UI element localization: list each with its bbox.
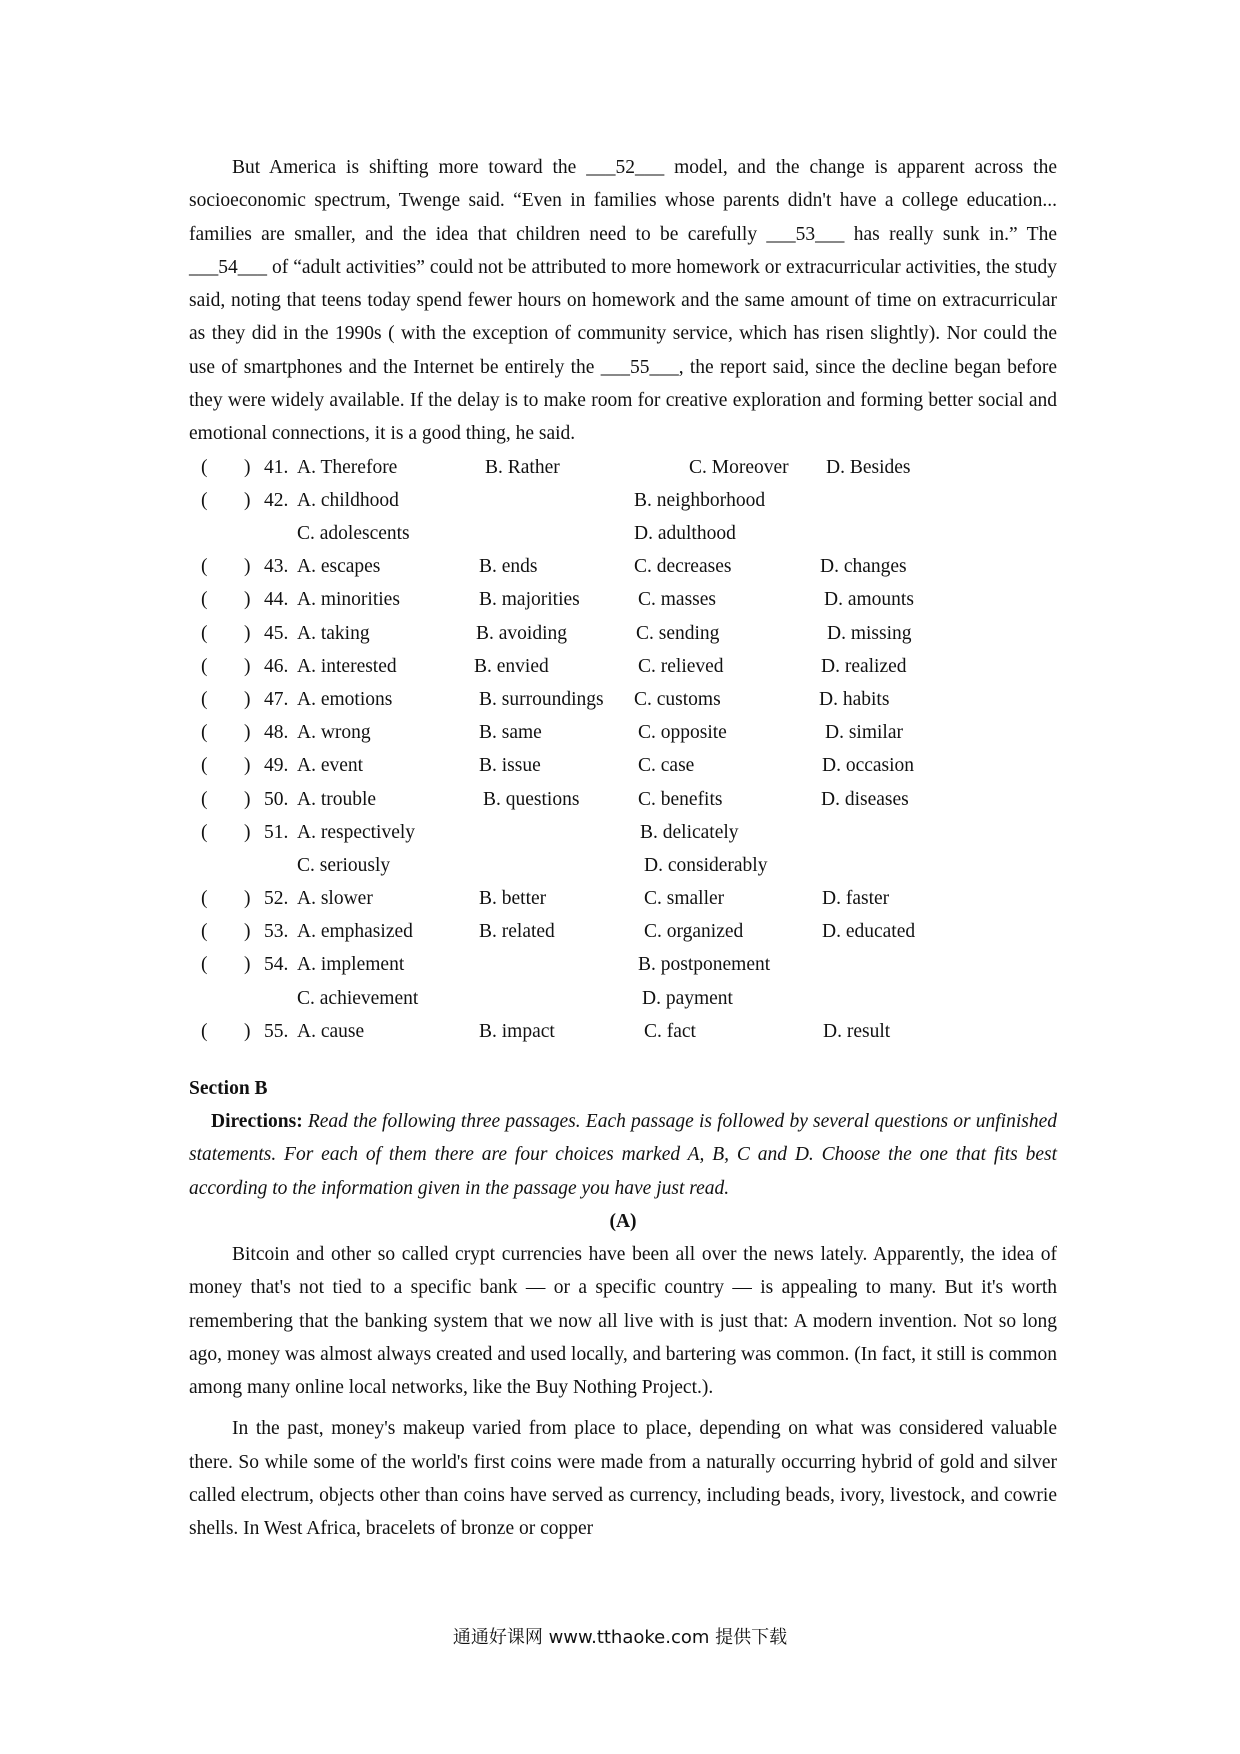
option-a: A. taking xyxy=(297,622,370,644)
answer-paren-close: ) xyxy=(244,489,251,511)
answer-paren-close: ) xyxy=(244,788,251,810)
option-a: A. slower xyxy=(297,888,373,910)
passage-paragraph: In the past, money's makeup varied from place to place, depending on what was considered valuable there. So while some of the world's first coins were made from a naturally occurring hybrid of gold and silver called electrum, objects other than coins have served as currency, including beads, ivory, livestock, and cowrie shells. In West Africa, bracelets of bronze or copper xyxy=(189,1418,1057,1540)
option-a: A. emotions xyxy=(297,688,393,710)
answer-paren-open: ( xyxy=(201,788,208,810)
answer-paren-close: ) xyxy=(244,921,251,943)
option-b: B. better xyxy=(479,888,547,910)
cloze-passage-paragraph: But America is shifting more toward the ___52___ model, and the change is apparent across the socioeconomic spectrum, Twenge said. “Even in families whose parents didn't have a college education... families are smaller, and the idea that children need to be carefully ___53___ has really sunk in.” The ___54___ of “adult activities” could not be attributed to more homework or extracurricular activities, the study said, noting that teens today spend fewer hours on homework and the same amount of time on extracurricular as they did in the 1990s ( with the exception of community service, which has risen slightly). Nor could the use of smartphones and the Internet be entirely the ___55___, the report said, since the decline began before they were widely available. If the delay is to make room for creative exploration and forming better social and emotional connections, it is a good thing, he said. xyxy=(189,157,1057,445)
option-b: B. envied xyxy=(474,655,549,677)
option-c: C. seriously xyxy=(297,854,391,876)
question-row xyxy=(189,915,1057,948)
option-a: A. wrong xyxy=(297,722,371,744)
option-b: B. avoiding xyxy=(476,622,567,644)
option-d: D. educated xyxy=(822,921,916,943)
question-number: 47. xyxy=(264,688,289,710)
option-a: A. escapes xyxy=(297,556,381,578)
option-b: B. majorities xyxy=(479,589,580,611)
answer-paren-open: ( xyxy=(201,921,208,943)
question-number: 51. xyxy=(264,821,289,843)
question-number: 55. xyxy=(264,1020,289,1042)
option-b: B. related xyxy=(479,921,555,943)
question-row xyxy=(189,816,1057,849)
passage-label: (A) xyxy=(609,1210,637,1232)
option-a: A. Therefore xyxy=(297,456,398,478)
option-d: D. occasion xyxy=(822,755,915,777)
question-row xyxy=(189,451,1057,484)
option-d: D. amounts xyxy=(824,589,914,611)
question-number: 45. xyxy=(264,622,289,644)
option-b: B. delicately xyxy=(640,821,739,843)
answer-paren-close: ) xyxy=(244,1020,251,1042)
question-row xyxy=(189,749,1057,782)
directions-text: Read the following three passages. Each passage is followed by several questions or unfinished statements. For each of them there are four choices marked A, B, C and D. Choose the one that fits best according to the information given in the passage you have just read. xyxy=(189,1111,1058,1199)
section-directions xyxy=(189,1105,1057,1205)
answer-paren-open: ( xyxy=(201,954,208,976)
option-c: C. benefits xyxy=(638,788,723,810)
question-row xyxy=(189,583,1057,616)
answer-paren-open: ( xyxy=(201,622,208,644)
question-number: 44. xyxy=(264,589,289,611)
directions-label: Directions: xyxy=(211,1111,303,1133)
answer-paren-close: ) xyxy=(244,589,251,611)
option-a: A. interested xyxy=(297,655,397,677)
answer-paren-open: ( xyxy=(201,821,208,843)
option-d: D. result xyxy=(823,1020,891,1042)
answer-paren-open: ( xyxy=(201,755,208,777)
answer-paren-close: ) xyxy=(244,622,251,644)
question-number: 49. xyxy=(264,755,289,777)
option-c: C. adolescents xyxy=(297,523,410,545)
question-row xyxy=(189,948,1057,981)
answer-paren-close: ) xyxy=(244,755,251,777)
question-number: 43. xyxy=(264,556,289,578)
option-c: C. smaller xyxy=(644,888,725,910)
option-d: D. diseases xyxy=(821,788,909,810)
question-number: 42. xyxy=(264,489,289,511)
answer-paren-open: ( xyxy=(201,1020,208,1042)
option-b: B. surroundings xyxy=(479,688,604,710)
question-row xyxy=(189,783,1057,816)
answer-paren-open: ( xyxy=(201,688,208,710)
page-footer: 通通好课网 www.tthaoke.com 提供下载 xyxy=(452,1627,788,1648)
option-b: B. impact xyxy=(479,1020,555,1042)
question-number: 41. xyxy=(264,456,289,478)
option-b: B. neighborhood xyxy=(634,489,766,511)
option-b: B. ends xyxy=(479,556,538,578)
option-d: D. Besides xyxy=(826,456,911,478)
option-b: B. issue xyxy=(479,755,541,777)
option-c: C. sending xyxy=(636,622,720,644)
option-c: C. organized xyxy=(644,921,744,943)
question-row xyxy=(189,1015,1057,1048)
option-d: D. realized xyxy=(821,655,907,677)
option-a: A. childhood xyxy=(297,489,399,511)
question-row xyxy=(189,550,1057,583)
answer-paren-close: ) xyxy=(244,456,251,478)
option-d: D. changes xyxy=(820,556,907,578)
answer-paren-open: ( xyxy=(201,489,208,511)
option-b: B. questions xyxy=(483,788,580,810)
question-row xyxy=(189,484,1057,517)
answer-paren-close: ) xyxy=(244,655,251,677)
option-c: C. masses xyxy=(638,589,716,611)
cloze-questions xyxy=(189,451,1057,1048)
answer-paren-close: ) xyxy=(244,821,251,843)
option-a: A. implement xyxy=(297,954,405,976)
answer-paren-close: ) xyxy=(244,888,251,910)
question-number: 52. xyxy=(264,888,289,910)
answer-paren-close: ) xyxy=(244,556,251,578)
option-d: D. habits xyxy=(819,688,890,710)
answer-paren-open: ( xyxy=(201,655,208,677)
option-b: B. postponement xyxy=(638,954,771,976)
option-c: C. opposite xyxy=(638,722,727,744)
option-d: D. faster xyxy=(822,888,890,910)
option-a: A. emphasized xyxy=(297,921,413,943)
option-c: C. Moreover xyxy=(689,456,789,478)
option-d: D. considerably xyxy=(644,854,768,876)
question-number: 54. xyxy=(264,954,289,976)
option-a: A. minorities xyxy=(297,589,400,611)
option-d: D. adulthood xyxy=(634,523,736,545)
option-d: D. payment xyxy=(642,987,733,1009)
option-d: D. missing xyxy=(827,622,912,644)
document-page xyxy=(189,151,1057,1546)
option-c: C. customs xyxy=(634,688,721,710)
option-a: A. cause xyxy=(297,1020,365,1042)
option-a: A. respectively xyxy=(297,821,416,843)
passage-paragraph: Bitcoin and other so called crypt currencies have been all over the news lately. Apparently, the idea of money that's not tied to a specific bank — or a specific country — is appealing to many. But it's worth remembering that the banking system that we now all live with is just that: A modern invention. Not so long ago, money was almost always created and used locally, and bartering was common. (In fact, it still is common among many online local networks, like the Buy Nothing Project.). xyxy=(189,1243,1057,1399)
question-number: 46. xyxy=(264,655,289,677)
section-title: Section B xyxy=(189,1078,268,1100)
option-b: B. Rather xyxy=(485,456,560,478)
option-c: C. fact xyxy=(644,1020,696,1042)
answer-paren-open: ( xyxy=(201,456,208,478)
question-row xyxy=(189,716,1057,749)
answer-paren-open: ( xyxy=(201,589,208,611)
answer-paren-open: ( xyxy=(201,556,208,578)
option-d: D. similar xyxy=(825,722,903,744)
option-a: A. trouble xyxy=(297,788,377,810)
question-row-continued xyxy=(189,982,1057,1015)
answer-paren-open: ( xyxy=(201,722,208,744)
question-row xyxy=(189,882,1057,915)
question-number: 53. xyxy=(264,921,289,943)
answer-paren-close: ) xyxy=(244,688,251,710)
question-row-continued xyxy=(189,517,1057,550)
answer-paren-open: ( xyxy=(201,888,208,910)
answer-paren-close: ) xyxy=(244,954,251,976)
question-row xyxy=(189,650,1057,683)
question-number: 50. xyxy=(264,788,289,810)
question-number: 48. xyxy=(264,722,289,744)
option-b: B. same xyxy=(479,722,542,744)
option-c: C. case xyxy=(638,755,695,777)
option-c: C. decreases xyxy=(634,556,732,578)
answer-paren-close: ) xyxy=(244,722,251,744)
question-row xyxy=(189,683,1057,716)
question-row xyxy=(189,617,1057,650)
option-a: A. event xyxy=(297,755,364,777)
option-c: C. relieved xyxy=(638,655,724,677)
question-row-continued xyxy=(189,849,1057,882)
option-c: C. achievement xyxy=(297,987,419,1009)
